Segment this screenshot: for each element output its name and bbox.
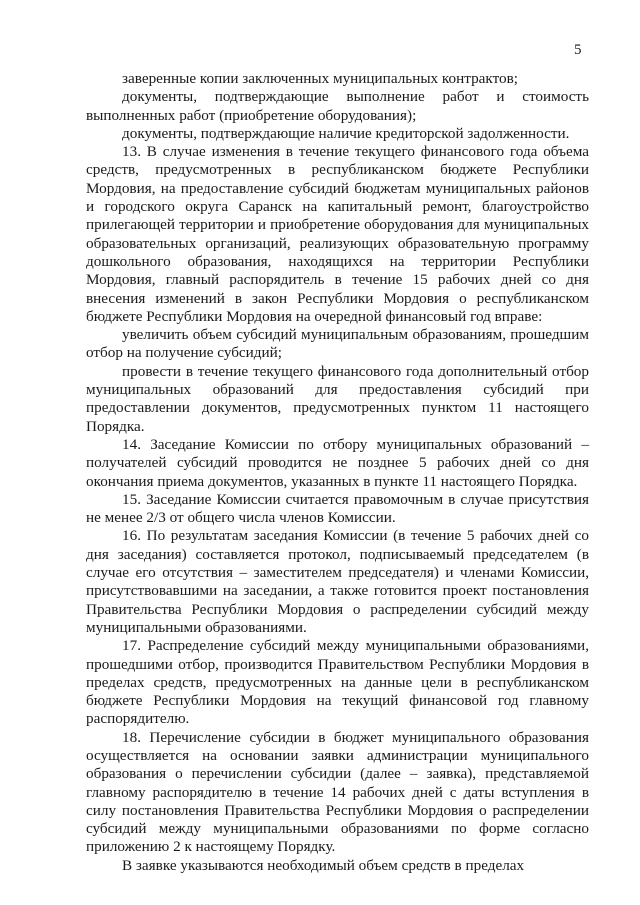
paragraph-17: 17. Распределение субсидий между муниципальными образованиями, прошедшими отбор, производится Правительством Республики Мордовия в пределах средств, предусмотренных на данные цели в республиканском бюджете Республики Мордовия на текущий финансовой год главному распорядителю. [86,637,589,728]
paragraph-15: 15. Заседание Комиссии считается правомочным в случае присутствия не менее 2/3 от общего числа членов Комиссии. [86,490,589,527]
document-body [86,70,589,875]
page-number: 5 [574,42,582,58]
paragraph-certified-copies: заверенные копии заключенных муниципальных контрактов; [122,70,519,87]
paragraph-application-contents: В заявке указываются необходимый объем средств в пределах [122,856,525,874]
paragraph-increase-subsidies: увеличить объем субсидий муниципальным образованиям, прошедшим отбор на получение субсидий; [86,326,589,362]
paragraph-14: 14. Заседание Комиссии по отбору муниципальных образований – получателей субсидий проводится не позднее 5 рабочих дней со дня окончания приема документов, указанных в пункте 11 настоящего Порядка. [86,435,589,490]
paragraph-16: 16. По результатам заседания Комиссии (в течение 5 рабочих дней со дня заседания) составляется протокол, подписываемый председателем (в случае его отсутствия – заместителем председателя) и членами Комиссии, присутствовавшими на заседании, а также готовится проект постановления Правительства Республики Мордовия о распределении субсидий между муниципальными образованиями. [86,527,589,636]
paragraph-additional-selection: провести в течение текущего финансового года дополнительный отбор муниципальных образований для предоставления субсидий при предоставлении документов, предусмотренных пунктом 11 настоящего Порядка. [86,362,589,435]
paragraph-18: 18. Перечисление субсидии в бюджет муниципального образования осуществляется на основании заявки администрации муниципального образования о перечислении субсидии (далее – заявка), представляемой главному распорядителю в течение 14 рабочих дней с даты вступления в силу постановления Правительства Республики Мордовия о распределении субсидий между муниципальными образованиями по форме согласно приложению 2 к настоящему Порядку. [86,728,589,856]
paragraph-work-confirmation: документы, подтверждающие выполнение работ и стоимость выполненных работ (приобретение оборудования); [86,88,589,124]
paragraph-debt-documents: документы, подтверждающие наличие кредиторской задолженности. [122,124,570,142]
paragraph-13: 13. В случае изменения в течение текущего финансового года объема средств, предусмотренных в республиканском бюджете Республики Мордовия, на предоставление субсидий бюджетам муниципальных районов и городского округа Саранск на капитальный ремонт, благоустройство прилегающей территории и приобретение оборудования для муниципальных образовательных организаций, реализующих образовательную программу дошкольного образования, находящихся на территории Республики Мордовия, главный распорядитель в течение 15 рабочих дней со дня внесения изменений в закон Республики Мордовия о республиканском бюджете Республики Мордовия на очередной финансовый год вправе: [86,143,589,325]
